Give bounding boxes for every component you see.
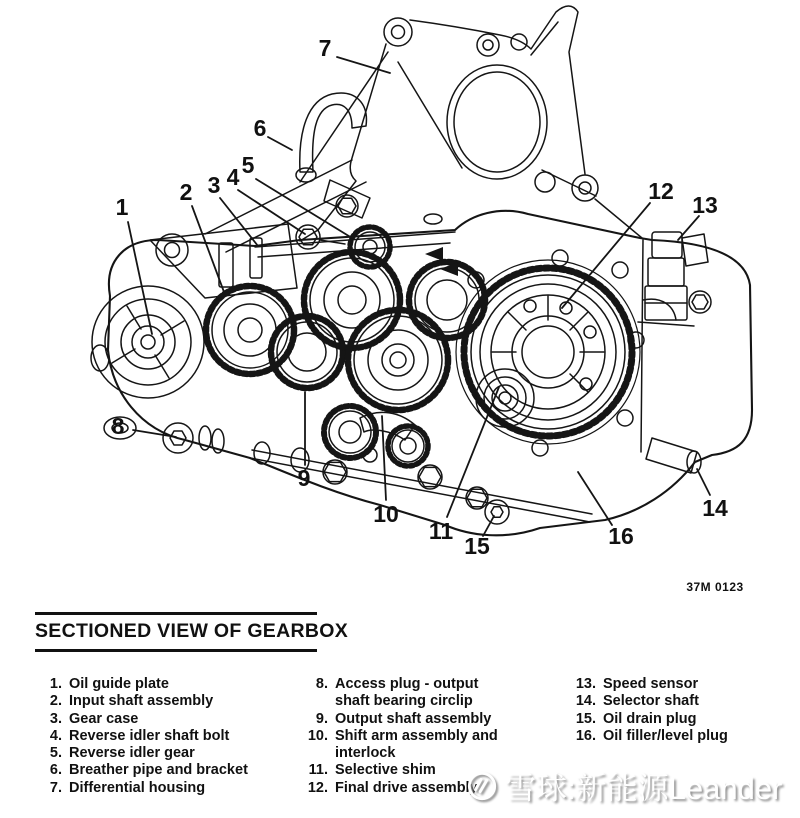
- legend-item-text: Reverse idler shaft bolt: [69, 727, 230, 744]
- section-title-block: [35, 612, 349, 652]
- legend-item-number: 12.: [307, 779, 328, 796]
- legend-column-2: [296, 676, 511, 797]
- selector-shaft: [646, 438, 701, 473]
- callout-10: 10: [373, 501, 399, 527]
- legend-item-number: 4.: [49, 727, 62, 744]
- legend-item-number: 11.: [308, 762, 328, 779]
- callout-11: 11: [428, 518, 454, 544]
- legend-item: [296, 711, 511, 728]
- legend-item: [562, 728, 773, 745]
- page-title: SECTIONED VIEW OF GEARBOX: [35, 620, 349, 642]
- legend-item-text: Final drive assembly: [335, 779, 478, 796]
- legend-item: [296, 762, 511, 779]
- legend-item-text: Speed sensor: [603, 676, 699, 692]
- callout-15: 15: [464, 533, 490, 559]
- callout-3: 3: [207, 172, 221, 198]
- legend-item: [38, 676, 274, 693]
- callout-14: 14: [702, 495, 728, 521]
- callout-13: 13: [692, 192, 718, 218]
- legend-item-text: Selector shaft: [603, 693, 699, 710]
- legend-item-text: Oil guide plate: [69, 676, 169, 692]
- legend-item-text: Gear case: [69, 710, 139, 727]
- legend-item-text: Oil filler/level plug: [603, 727, 728, 744]
- end-cover: [638, 232, 711, 452]
- callout-6: 6: [253, 115, 267, 141]
- watermark-text: 雪球:新能源Leander: [505, 771, 783, 806]
- legend-item: [296, 728, 511, 763]
- legend-item-text: Output shaft assembly: [335, 710, 492, 727]
- legend-item-number: 9.: [315, 710, 328, 727]
- callout-2: 2: [179, 179, 193, 205]
- callout-16: 16: [608, 523, 634, 549]
- legend-column-1: [38, 676, 274, 797]
- legend-item-text: Selective shim: [335, 762, 436, 779]
- legend-item-number: 2.: [49, 693, 62, 710]
- legend-item-number: 3.: [49, 710, 62, 727]
- selective-shim-hub: [476, 369, 534, 427]
- legend-item-text: Differential housing: [69, 779, 206, 796]
- legend-item-text: Shift arm assembly and interlock: [335, 727, 498, 762]
- legend-item-text: Breather pipe and bracket: [69, 762, 248, 779]
- legend-item-text: Input shaft assembly: [69, 693, 214, 710]
- legend-item-number: 14.: [575, 693, 596, 710]
- callout-8: 8: [111, 413, 125, 439]
- legend-item: [562, 693, 773, 710]
- callout-7: 7: [318, 35, 332, 61]
- legend-item: [296, 780, 511, 797]
- differential-housing-bracket: [205, 6, 642, 252]
- legend-item: [38, 780, 274, 797]
- legend-item-text: Oil drain plug: [603, 710, 697, 727]
- callout-4: 4: [226, 164, 240, 190]
- legend-item: [562, 711, 773, 728]
- legend-item-number: 16.: [575, 727, 596, 744]
- legend-item-number: 7.: [49, 779, 62, 796]
- legend-item-number: 1.: [49, 676, 62, 692]
- callout-12: 12: [648, 178, 674, 204]
- legend-item: [38, 693, 274, 710]
- legend-item-number: 6.: [49, 762, 62, 779]
- legend-item: [562, 676, 773, 693]
- legend-column-3: [562, 676, 773, 745]
- legend-item: [38, 745, 274, 762]
- callout-5: 5: [241, 152, 255, 178]
- legend-item-text: Access plug - output shaft bearing circlip: [335, 676, 479, 710]
- legend-item: [38, 711, 274, 728]
- callout-1: 1: [115, 194, 129, 220]
- figure-code: 37M 0123: [686, 580, 744, 594]
- legend-item-number: 15.: [575, 710, 596, 727]
- legend-item-number: 10.: [307, 727, 328, 744]
- reverse-idler-gear: [350, 227, 390, 267]
- left-mounting-plate: [150, 224, 297, 298]
- legend-item-number: 8.: [315, 676, 328, 692]
- watermark: [466, 763, 782, 808]
- legend-item-text: Reverse idler gear: [69, 745, 195, 762]
- legend-item-number: 13.: [575, 676, 596, 692]
- legend-item: [38, 762, 274, 779]
- callout-9: 9: [297, 465, 311, 491]
- legend-item: [296, 676, 511, 711]
- legend-item: [38, 728, 274, 745]
- legend-item-number: 5.: [49, 745, 62, 762]
